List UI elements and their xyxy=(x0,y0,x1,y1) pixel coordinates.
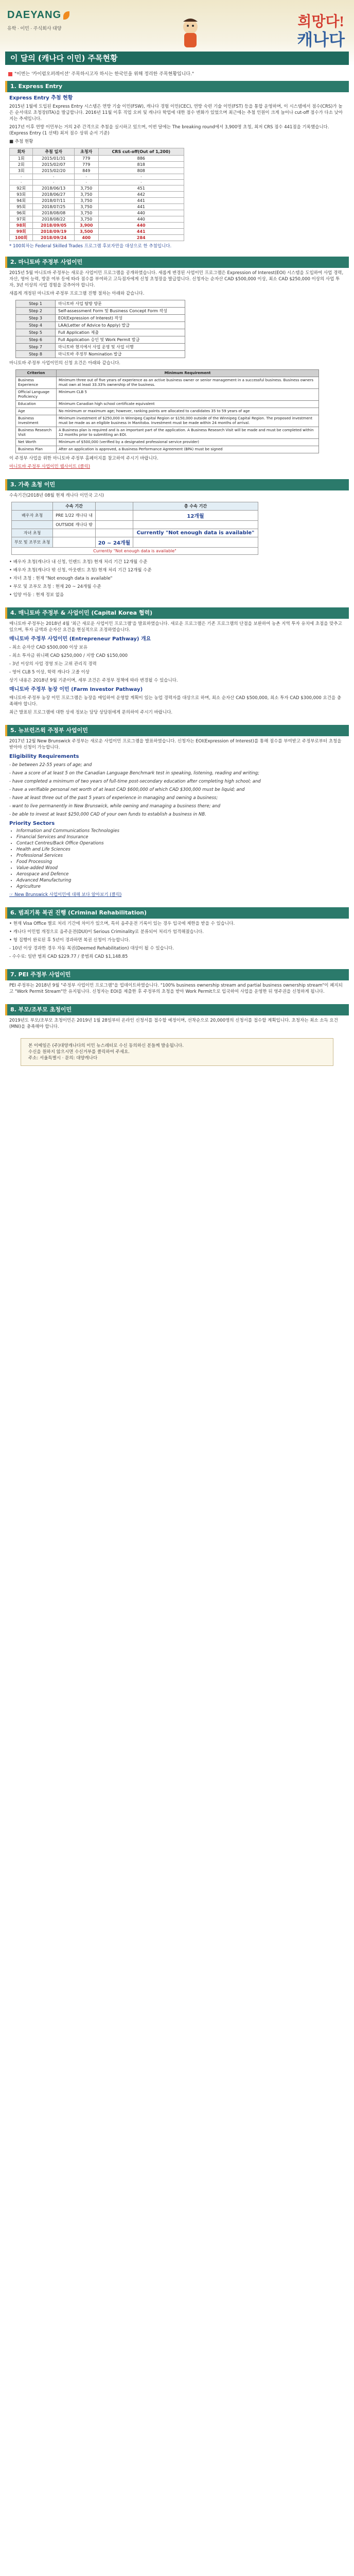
section-subtitle: Express Entry 추첨 현황 xyxy=(9,95,73,101)
table-row xyxy=(10,192,184,198)
list-item: - have completed a minimum of two years of full-time post-secondary education after completing high school; and xyxy=(9,779,261,784)
section-subtitle: 매니토바 주정부 농장 이민 (Farm Investor Pathway) xyxy=(9,687,143,692)
processing-time-table xyxy=(11,502,258,555)
table-cell: 818 xyxy=(98,162,184,168)
table-cell: 배우자 초청 xyxy=(12,511,53,521)
criterion-name: Net Worth xyxy=(16,439,57,446)
table-footer-note: Currently "Not enough data is available" xyxy=(12,548,258,555)
section-express-entry xyxy=(9,95,345,145)
campaign-logo-line1: 희망다! xyxy=(297,14,344,30)
column-header: 초청자 xyxy=(74,148,98,156)
table-row xyxy=(16,377,319,389)
table-cell: 440 xyxy=(98,223,184,229)
campaign-logo xyxy=(297,13,345,48)
process-step-row xyxy=(16,329,185,336)
manitoba-link[interactable]: 마니토바 주정부 사업이민 웹사이트 (클릭) xyxy=(9,464,91,469)
step-number: Step 7 xyxy=(16,344,56,351)
list-item: • 형 집행이 완료된 후 5년이 경과하면 복권 신청이 가능합니다. xyxy=(9,938,130,943)
table-cell: 441 xyxy=(98,204,184,210)
section-bar-family: 3. 가족 초청 이민 xyxy=(5,479,349,490)
table-cell: 2015/02/20 xyxy=(33,168,75,174)
column-header xyxy=(95,502,133,511)
table-row xyxy=(10,162,184,168)
criterion-requirement: Minimum Canadian high school certificate equivalent xyxy=(57,401,319,408)
sector-item: • Contact Centres/Back Office Operations xyxy=(16,840,345,846)
table-cell xyxy=(133,521,258,529)
table-cell: 3,750 xyxy=(74,185,98,192)
priority-sectors-list xyxy=(9,828,345,890)
section-subtitle: 매니토바 주정부 사업이민 (Entrepreneur Pathway) 개요 xyxy=(9,636,151,642)
list-item: • 캐나다 이민법 개정으로 음주운전(DUI)이 Serious Criminality로 분류되어 처리가 엄격해졌습니다. xyxy=(9,929,204,935)
table-cell: 3,750 xyxy=(74,210,98,216)
table-cell: 자녀 초청 xyxy=(12,529,53,537)
table-cell xyxy=(53,529,96,537)
section-manitoba-criteria-intro xyxy=(9,360,345,366)
step-number: Step 6 xyxy=(16,336,56,344)
table-cell: 808 xyxy=(98,168,184,174)
family-bullets xyxy=(9,559,345,598)
step-number: Step 8 xyxy=(16,351,56,358)
table-cell: Currently "Not enough data is available" xyxy=(133,529,258,537)
new-brunswick-link[interactable]: ☞ New Brunswick 사업이민에 대해 보다 알아보기 (클릭) xyxy=(9,892,122,897)
mascot-icon xyxy=(175,15,206,52)
list-item: - have a score of at least 5 on the Canadian Language Benchmark test in speaking, listening, reading and writing; xyxy=(9,771,259,776)
list-item: - 10년 이상 경과한 경우 자동 복권(Deemed Rehabilitation) 대상이 될 수 있습니다. xyxy=(9,946,174,951)
table-row xyxy=(16,401,319,408)
table-cell: · xyxy=(74,174,98,180)
step-description: 마니토바 주정부 Nomination 발급 xyxy=(56,351,185,358)
process-step-row xyxy=(16,344,185,351)
paragraph: 매니토바 주정부 농장 이민 프로그램은 농장을 매입하여 운영할 계획이 있는 농업 경력자를 대상으로 하며, 최소 순자산 CAD $500,000, 최소 투자 CAD $300,000 요건을 충족해야 합니다. xyxy=(9,696,342,707)
table-row xyxy=(10,210,184,216)
step-description: Full Application 승인 및 Work Permit 발급 xyxy=(56,336,185,344)
table-cell: 442 xyxy=(98,192,184,198)
table-cell: 440 xyxy=(98,216,184,223)
table-row xyxy=(10,229,184,235)
section-rehabilitation xyxy=(9,921,345,960)
criterion-name: Business Experience xyxy=(16,377,57,389)
column-header: CRS cut-off(Out of 1,200) xyxy=(98,148,184,156)
table-header-row xyxy=(16,370,319,377)
table-cell: · xyxy=(10,174,33,180)
table-cell: 96회 xyxy=(10,210,33,216)
table-cell xyxy=(95,521,133,529)
section-manitoba-outro xyxy=(9,455,345,470)
table-cell: 284 xyxy=(98,235,184,241)
table-cell: 2015/02/07 xyxy=(33,162,75,168)
table-row xyxy=(10,204,184,210)
table-cell: 2015/01/31 xyxy=(33,156,75,162)
section-bar-manitoba: 2. 마니토바 주정부 사업이민 xyxy=(5,257,349,268)
table-row xyxy=(10,235,184,241)
criterion-requirement: Minimum investment of $250,000 in Winnipeg Capital Region or $150,000 outside of the Winnipeg Capital Region. The proposed investment must be made as an eligible business in Manitoba. Investment must be made within 24 months of arrival. xyxy=(57,415,319,427)
list-item: • 현재 Visa Office 별로 처리 기간에 차이가 있으며, 특히 음주운전 기록이 있는 경우 입국에 제한을 받을 수 있습니다. xyxy=(9,921,235,926)
table-cell xyxy=(133,537,258,548)
brand-logo[interactable] xyxy=(7,9,69,21)
footer-line: 본 이메일은 (주)대양캐나다의 이민 뉴스레터로 수신 동의하신 분들께 발송됩니다. xyxy=(28,1043,184,1048)
sector-item: • Advanced Manufacturing xyxy=(16,877,345,884)
table-cell: 3,750 xyxy=(74,192,98,198)
list-item: • 자녀 초청 : 현재 "Not enough data is available" xyxy=(9,576,113,581)
step-number: Step 4 xyxy=(16,322,56,329)
list-item: • 배우자 초청(캐나다 내 신청, 인랜드 초청) 현재 처리 기간 12개월 수준 xyxy=(9,560,148,565)
intro-text: "이번는 '카이럼오퍼레이션' 주목하시고자 하시는 한국인을 위해 정리한 주목현황입니다." xyxy=(14,72,194,77)
column-header: 추첨 일자 xyxy=(33,148,75,156)
table-cell: 2018/09/19 xyxy=(33,229,75,235)
page-title: 이 달의 (캐나다 이민) 주목현황 xyxy=(5,52,349,65)
column-header: Minimum Requirement xyxy=(57,370,319,377)
table-row xyxy=(10,216,184,223)
paragraph: 2017년 이후 연방 이민부는 거의 2주 간격으로 추첨을 실시하고 있으며, 이번 달에는 The breaking round에서 3,900명 초청, 최저 CRS 점수 441점을 기록했습니다. (Express Entry (1 선택) 최저 점수 상위 순서 기준) xyxy=(9,125,329,136)
step-description: Self-assessment Form 및 Business Concept Form 작성 xyxy=(56,308,185,315)
intro-line xyxy=(0,66,354,81)
table-cell: 779 xyxy=(74,162,98,168)
table-row xyxy=(10,180,184,185)
table-row xyxy=(12,529,258,537)
section-pei xyxy=(9,982,345,995)
section-bar-rehabilitation: 6. 범죄기록 복권 진행 (Criminal Rehabilitation) xyxy=(5,907,349,919)
table-cell: · xyxy=(98,180,184,185)
list-item: - 수수료: 일반 범죄 CAD $229.77 / 중범죄 CAD $1,148.85 xyxy=(9,954,128,959)
list-item: - 영어 CLB 5 이상, 학력 캐나다 고졸 이상 xyxy=(9,670,90,675)
table-cell xyxy=(53,537,96,548)
table-cell: 92회 xyxy=(10,185,33,192)
section-subtitle: Eligibility Requirements xyxy=(9,754,79,759)
table-row xyxy=(16,408,319,415)
column-header xyxy=(12,502,53,511)
leaf-icon xyxy=(63,11,69,20)
table-row xyxy=(10,185,184,192)
table-cell: 99회 xyxy=(10,229,33,235)
table-cell: 2018/09/24 xyxy=(33,235,75,241)
section-family xyxy=(9,493,345,499)
criterion-name: Education xyxy=(16,401,57,408)
paragraph: 마니토바 주정부 사업이민의 신청 요건은 아래와 같습니다. xyxy=(9,361,120,366)
table-cell: OUTSIDE 캐나다 밖 xyxy=(53,521,96,529)
criterion-requirement: After an application is approved, a Business Performance Agreement (BPA) must be signed xyxy=(57,446,319,453)
table-cell xyxy=(95,529,133,537)
table-cell: 779 xyxy=(74,156,98,162)
draw-table xyxy=(9,148,184,241)
paragraph: PEI 주정부는 2018년 9월 "주정부 사업이민 프로그램"을 업데이트하였습니다. "100% business ownership stream and partial business ownership stream"이 폐지되고 "Work Permit Stream"만 유지됩니다. 신청자는 EOI를 제출한 후 주정부의 초청을 받아 Work Permit으로 입국하여 사업을 운영한 뒤 영주권을 신청하게 됩니다. xyxy=(9,983,343,994)
table-cell: 3,750 xyxy=(74,204,98,210)
sector-item: • Agriculture xyxy=(16,884,345,890)
table-cell: 93회 xyxy=(10,192,33,198)
table-cell: · xyxy=(74,180,98,185)
sector-item: • Food Processing xyxy=(16,859,345,865)
list-item: • 입양 아동 : 현재 정보 없음 xyxy=(9,592,64,598)
sector-item: • Health and Life Sciences xyxy=(16,846,345,853)
header xyxy=(0,0,354,66)
list-item: - be able to invest at least $250,000 CAD of your own funds to establish a business in NB. xyxy=(9,812,206,817)
table-cell: · xyxy=(10,180,33,185)
table-cell: 440 xyxy=(98,210,184,216)
section-bar-manitoba-capital: 4. 매니토바 주정부 & 사업이민 (Capital Korea 협력) xyxy=(5,607,349,619)
criterion-name: Business Plan xyxy=(16,446,57,453)
paragraph: 수속기간(2018년 08월 현재 캐나다 이민국 고시) xyxy=(9,493,104,498)
paragraph: 새롭게 개정된 마니토바 주정부 프로그램 진행 절차는 아래와 같습니다. xyxy=(9,291,145,296)
table-row xyxy=(16,446,319,453)
table-cell: 3,750 xyxy=(74,198,98,204)
paragraph: 2017년 12월 New Brunswick 주정부는 새로운 사업이민 프로그램을 발표하였습니다. 신청자는 EOI(Expression of Interest)를 통해 점수를 부여받고 주정부로부터 초청을 받아야 신청이 가능합니다. xyxy=(9,739,342,750)
table-cell: 3,750 xyxy=(74,216,98,223)
step-description: 마니토바 현지에서 사업 운영 및 사업 이행 xyxy=(56,344,185,351)
table-cell: 12개월 xyxy=(133,511,258,521)
table-cell: 97회 xyxy=(10,216,33,223)
section-bar-express-entry: 1. Express Entry xyxy=(5,81,349,92)
step-description: EOI(Expression of Interest) 작성 xyxy=(56,315,185,322)
table-cell: 441 xyxy=(98,229,184,235)
step-number: Step 2 xyxy=(16,308,56,315)
table-cell xyxy=(95,511,133,521)
section-bar-pei: 7. PEI 주정부 사업이민 xyxy=(5,969,349,980)
table-row xyxy=(10,223,184,229)
table-cell xyxy=(12,521,53,529)
table-cell: 100회 xyxy=(10,235,33,241)
table-header-row xyxy=(12,502,258,511)
sector-item: • Aerospace and Defence xyxy=(16,871,345,877)
table-cell: 2018/06/27 xyxy=(33,192,75,198)
criterion-requirement: A Business plan is required and is an important part of the application. A Business Research Visit will be made and must be completed within 12 months prior to submitting an EOI. xyxy=(57,427,319,439)
column-header: Criterion xyxy=(16,370,57,377)
table-row xyxy=(10,174,184,180)
table-row xyxy=(10,168,184,174)
list-item: - 3년 이상의 사업 경영 또는 고위 관리직 경력 xyxy=(9,662,97,667)
unsubscribe-text[interactable]: 수신을 원하지 않으시면 수신거부를 클릭하여 주세요. xyxy=(28,1049,130,1055)
table-row xyxy=(16,439,319,446)
table-cell: · xyxy=(98,174,184,180)
campaign-logo-line2: 캐나다 xyxy=(297,30,345,49)
table-cell: 400 xyxy=(74,235,98,241)
table-cell: 2018/07/25 xyxy=(33,204,75,210)
section-parents xyxy=(9,1018,345,1030)
table-cell: 3,900 xyxy=(74,223,98,229)
step-description: Full Application 제출 xyxy=(56,329,185,336)
sector-item: • Information and Communications Technologies xyxy=(16,828,345,834)
table-cell: 451 xyxy=(98,185,184,192)
criterion-requirement: Minimum of $500,000 (verified by a designated professional service provider) xyxy=(57,439,319,446)
table-cell: PRE 1/22 캐나다 내 xyxy=(53,511,96,521)
table-row xyxy=(16,415,319,427)
process-step-row xyxy=(16,322,185,329)
paragraph: 최근 발표된 프로그램에 대한 상세 정보는 담당 상담원에게 문의하여 주시기 바랍니다. xyxy=(9,710,173,715)
process-step-row xyxy=(16,300,185,308)
list-item: • 배우자 초청(캐나다 밖 신청, 아웃랜드 초청) 현재 처리 기간 12개월 수준 xyxy=(9,568,152,573)
table-row xyxy=(10,156,184,162)
criterion-name: Business Research Visit xyxy=(16,427,57,439)
process-steps-table xyxy=(15,300,185,358)
section-bar-new-brunswick: 5. 뉴브런즈윅 주정부 사업이민 xyxy=(5,725,349,736)
column-header: 회차 xyxy=(10,148,33,156)
table-cell: 441 xyxy=(98,198,184,204)
brand-subtitle: 유학 · 이민 · 주식회사 대양 xyxy=(7,26,62,31)
sector-item: • Financial Services and Insurance xyxy=(16,834,345,840)
list-item: • 부모 및 조부모 초청 : 현재 20 ~ 24개월 수준 xyxy=(9,584,101,589)
column-header: 수속 기간 xyxy=(53,502,96,511)
criterion-requirement: Minimum three out of five years of experience as an active business owner or senior management in a successful business. Business owners must own at least 33.33% ownership of the business. xyxy=(57,377,319,389)
process-step-row xyxy=(16,315,185,322)
list-item: - have a verifiable personal net worth of at least CAD $600,000 of which CAD $300,000 must be liquid; and xyxy=(9,787,245,792)
table-caption: ■ 추첨 현황 xyxy=(9,139,33,144)
table-body xyxy=(10,156,184,241)
criterion-name: Age xyxy=(16,408,57,415)
table-cell: · xyxy=(33,174,75,180)
list-item: - 최소 투자금 위니펙 CAD $250,000 / 지방 CAD $150,000 xyxy=(9,653,128,658)
eligibility-list xyxy=(9,762,345,818)
step-number: Step 5 xyxy=(16,329,56,336)
process-step-row xyxy=(16,351,185,358)
section-new-brunswick xyxy=(9,738,345,898)
criterion-name: Official Language Proficiency xyxy=(16,389,57,401)
draw-note: * 100회차는 Federal Skilled Trades 프로그램 후보자만을 대상으로 한 추첨입니다. xyxy=(9,244,172,249)
paragraph: 상기 내용은 2018년 9월 기준이며, 세부 조건은 주정부 정책에 따라 변경될 수 있습니다. xyxy=(9,678,178,683)
table-cell: 886 xyxy=(98,156,184,162)
table-cell: 98회 xyxy=(10,223,33,229)
table-cell: 1회 xyxy=(10,156,33,162)
list-item: - have at least three out of the past 5 years of experience in managing and owning a business; xyxy=(9,795,218,801)
section-bar-parents: 8. 부모/조부모 초청이민 xyxy=(5,1004,349,1015)
sector-item: • Value-added Wood xyxy=(16,865,345,871)
table-row xyxy=(16,427,319,439)
footer-box xyxy=(21,1038,333,1066)
table-header-row xyxy=(10,148,184,156)
list-item: - be between 22-55 years of age; and xyxy=(9,762,92,768)
table-row xyxy=(12,511,258,521)
paragraph: 매니토바 주정부는 2018년 4월 '최근 새로운 사업이민 프로그램'을 발표하였습니다. 새로운 프로그램은 기존 프로그램의 단점을 보완하여 농촌 지역 투자 유치에 초점을 맞추고 있으며, 투자 금액과 순자산 요건을 현실적으로 조정하였습니다. xyxy=(9,621,342,633)
footer-line: 주소: 서울특별시 · 문의: 대양캐나다 xyxy=(28,1056,98,1061)
table-row xyxy=(16,389,319,401)
table-cell: 2018/09/05 xyxy=(33,223,75,229)
table-cell: 3회 xyxy=(10,168,33,174)
table-cell: 2018/06/13 xyxy=(33,185,75,192)
step-description: LAA(Letter of Advice to Apply) 발급 xyxy=(56,322,185,329)
section-subtitle: Priority Sectors xyxy=(9,821,55,826)
table-row xyxy=(12,521,258,529)
table-cell: 부모 및 조부모 초청 xyxy=(12,537,53,548)
process-step-row xyxy=(16,336,185,344)
table-cell: 20 ~ 24개월 xyxy=(95,537,133,548)
table-cell: · xyxy=(33,180,75,185)
paragraph: 2019년도 부모/조부모 초청이민은 2019년 1월 28일부터 온라인 신청서를 접수할 예정이며, 선착순으로 20,000명의 신청서를 접수할 계획입니다. 초청자는 최소 소득 요건(MNI)을 충족해야 합니다. xyxy=(9,1018,338,1029)
table-cell: 849 xyxy=(74,168,98,174)
table-cell: 2018/08/22 xyxy=(33,216,75,223)
brand-name: DAEYANG xyxy=(7,9,62,21)
table-cell: 2018/07/11 xyxy=(33,198,75,204)
table-cell: 95회 xyxy=(10,204,33,210)
step-number: Step 3 xyxy=(16,315,56,322)
paragraph: 2015년 1월에 도입된 Express Entry 시스템은 연방 기술 이민(FSW), 캐나다 경험 이민(CEC), 연방 숙련 기술 이민(FST) 등을 통합 운영하며, 이 시스템에서 점수(CRS)가 높은 순서대로 초청장(ITA)을 발급합니다. 2016년 11월 이후 직업 오퍼 및 캐나다 학업에 대한 점수 변화가 있었으며 최근에는 추첨 인원이 크게 늘어나 cut-off 점수가 다소 낮아지는 추세입니다. xyxy=(9,104,343,122)
table-row xyxy=(12,537,258,548)
section-manitoba-capital xyxy=(9,621,345,716)
table-row xyxy=(10,198,184,204)
table-cell: 2회 xyxy=(10,162,33,168)
criterion-requirement: Minimum CLB 5 xyxy=(57,389,319,401)
table-cell: 94회 xyxy=(10,198,33,204)
section-manitoba xyxy=(9,270,345,297)
list-item: - want to live permanently in New Brunswick, while owning and managing a business there; and xyxy=(9,804,221,809)
criterion-name: Business Investment xyxy=(16,415,57,427)
sector-item: • Professional Services xyxy=(16,853,345,859)
list-item: - 최소 순자산 CAD $500,000 이상 보유 xyxy=(9,645,88,650)
process-step-row xyxy=(16,308,185,315)
column-header: 총 수속 기간 xyxy=(133,502,258,511)
criteria-table xyxy=(15,369,319,453)
step-number: Step 1 xyxy=(16,300,56,308)
criterion-requirement: No minimum or maximum age; however, ranking points are allocated to candidates 35 to 59 years of age xyxy=(57,408,319,415)
table-cell: 3,500 xyxy=(74,229,98,235)
paragraph: 2015년 5월 마니토바 주정부는 새로운 사업이민 프로그램을 공개하였습니다. 새롭게 변경된 사업이민 프로그램은 Expression of Interest(EOI) 시스템을 도입하여 사업 경력, 자산, 영어 능력, 방문 여부 등에 따라 점수를 부여하고 고득점자에게 신청 초청장을 발급합니다. 신청자는 순자산 CAD $500,000 이상, 최소 CAD $250,000 이상의 사업 투자, 3년 이상의 사업 경험을 갖추어야 합니다. xyxy=(9,270,344,288)
step-description: 마니토바 사업 탐방 방문 xyxy=(56,300,185,308)
table-cell: 2018/08/08 xyxy=(33,210,75,216)
paragraph: 이 주정부 사업을 위한 마니토바 주정부 홈페이지를 참고하여 주시기 바랍니다. xyxy=(9,456,158,461)
bullet-icon xyxy=(8,72,12,76)
